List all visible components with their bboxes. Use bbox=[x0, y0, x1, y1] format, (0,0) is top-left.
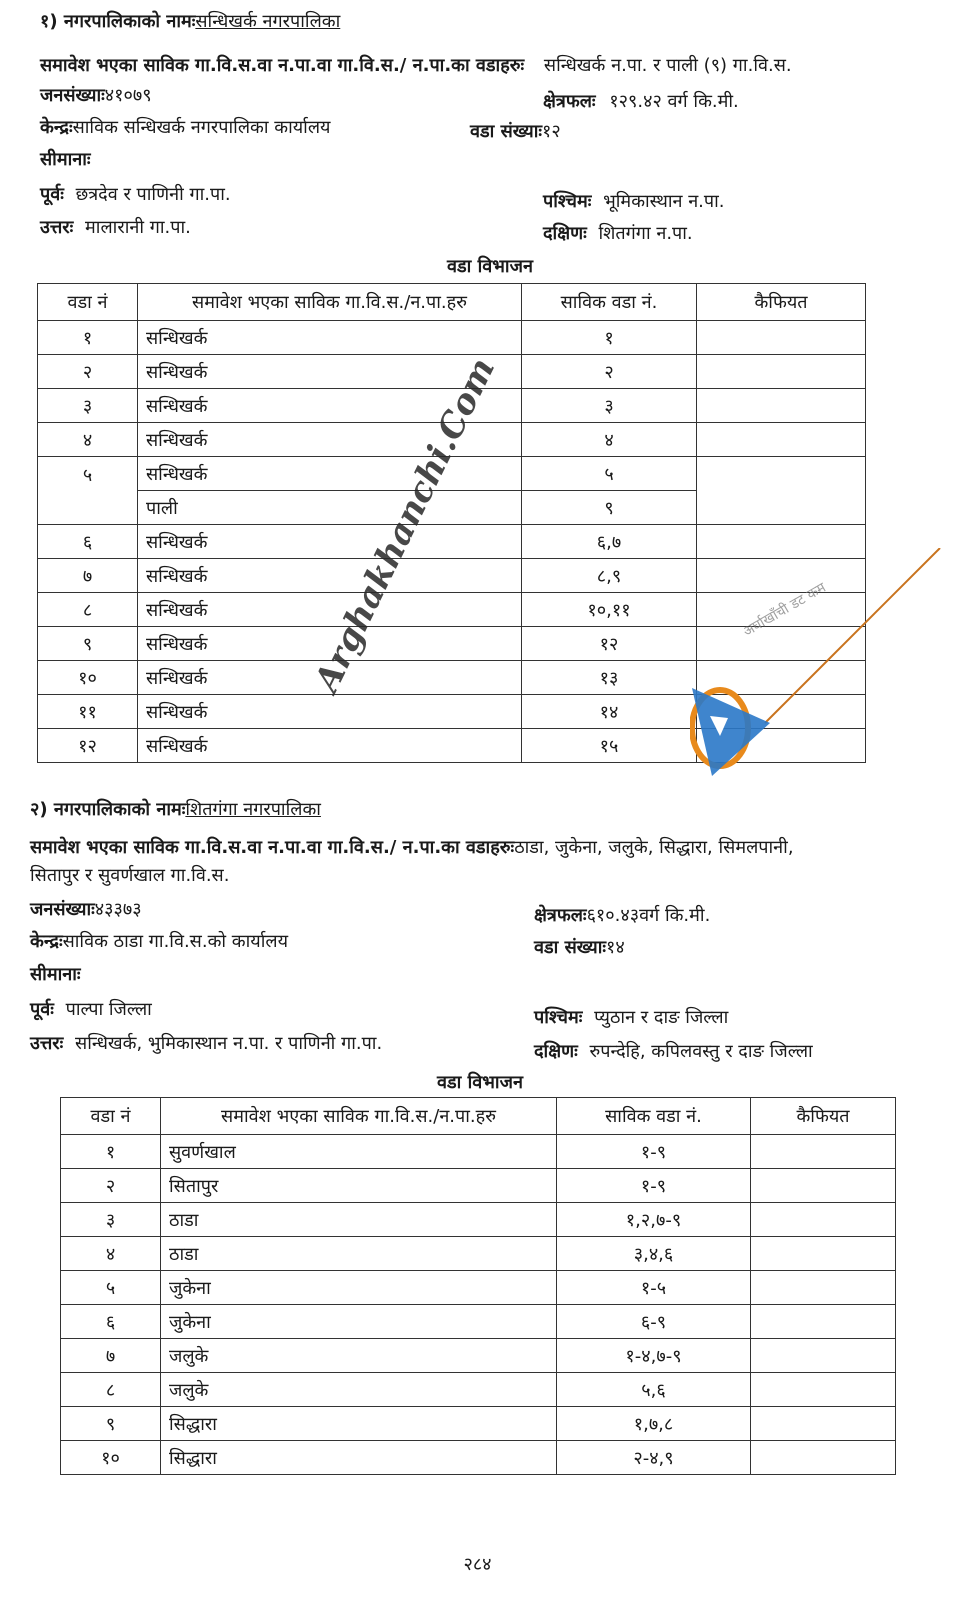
section2-west-label: पश्चिमः bbox=[534, 1007, 583, 1028]
old-ward-cell: ५ bbox=[522, 457, 697, 491]
section2-merged-label: समावेश भएका साविक गा.वि.स.वा न.पा.वा गा.वि.स./ न.पा.का वडाहरुः bbox=[30, 837, 515, 858]
table-row bbox=[61, 1339, 896, 1373]
table-row bbox=[61, 1135, 896, 1169]
section1-population-value: ४१०७९ bbox=[104, 85, 152, 106]
old-ward-cell: १-९ bbox=[557, 1169, 751, 1203]
table-row bbox=[61, 1373, 896, 1407]
section2-table-title: वडा विभाजन bbox=[437, 1072, 523, 1093]
section1-merged-value: सन्धिखर्क न.पा. र पाली (९) गा.वि.स. bbox=[543, 55, 792, 76]
section2-west-value: प्युठान र दाङ जिल्ला bbox=[594, 1007, 729, 1028]
stamp-text: अर्घाखाँची डट कम bbox=[740, 579, 829, 641]
vdc-cell: ठाडा bbox=[161, 1237, 557, 1271]
ward-cell: ७ bbox=[38, 559, 138, 593]
section1-merged-label: समावेश भएका साविक गा.वि.स.वा न.पा.वा गा.वि.स./ न.पा.का वडाहरुः bbox=[40, 55, 525, 76]
ward-cell: २ bbox=[61, 1169, 161, 1203]
ward-cell: ६ bbox=[38, 525, 138, 559]
column-header-ward: वडा नं bbox=[38, 284, 138, 321]
vdc-cell: सिद्धारा bbox=[161, 1441, 557, 1475]
section1-population-label: जनसंख्याः bbox=[40, 85, 105, 106]
section2-area bbox=[534, 904, 710, 928]
old-ward-cell: ६,७ bbox=[522, 525, 697, 559]
vdc-cell: सन्धिखर्क bbox=[138, 695, 522, 729]
section2-area-label: क्षेत्रफलः bbox=[534, 905, 587, 926]
table-row bbox=[61, 1305, 896, 1339]
vdc-cell: सन्धिखर्क bbox=[138, 389, 522, 423]
page-number: २८४ bbox=[463, 1554, 492, 1575]
section1-east bbox=[40, 183, 231, 207]
ward-cell: ८ bbox=[61, 1373, 161, 1407]
section1-table-title: वडा विभाजन bbox=[447, 256, 533, 277]
section1-south-label: दक्षिणः bbox=[543, 223, 587, 244]
column-header-old-ward: साविक वडा नं. bbox=[557, 1098, 751, 1135]
ward-cell: ९ bbox=[61, 1407, 161, 1441]
section2-wards-label: वडा संख्याः bbox=[534, 937, 607, 958]
ward-cell: ४ bbox=[38, 423, 138, 457]
ward-cell: १ bbox=[38, 321, 138, 355]
remark-cell bbox=[751, 1135, 896, 1169]
old-ward-cell: १-५ bbox=[557, 1271, 751, 1305]
ward-cell: ७ bbox=[61, 1339, 161, 1373]
column-header-ward: वडा नं bbox=[61, 1098, 161, 1135]
ward-cell: ३ bbox=[38, 389, 138, 423]
ward-cell: १२ bbox=[38, 729, 138, 763]
section2-heading-prefix: २) नगरपालिकाको नामः bbox=[30, 799, 186, 820]
ward-cell: ३ bbox=[61, 1203, 161, 1237]
section2-east-label: पूर्वः bbox=[30, 999, 54, 1020]
old-ward-cell: १५ bbox=[522, 729, 697, 763]
ward-cell: १ bbox=[61, 1135, 161, 1169]
old-ward-cell: १,७,८ bbox=[557, 1407, 751, 1441]
section2-merged-value: ठाडा, जुकेना, जलुके, सिद्धारा, सिमलपानी, bbox=[514, 837, 794, 858]
section1-east-label: पूर्वः bbox=[40, 184, 64, 205]
vdc-cell: जुकेना bbox=[161, 1305, 557, 1339]
old-ward-cell: १२ bbox=[522, 627, 697, 661]
column-header-old-ward: साविक वडा नं. bbox=[522, 284, 697, 321]
section2-east bbox=[30, 998, 152, 1022]
old-ward-cell: १४ bbox=[522, 695, 697, 729]
vdc-cell: सन्धिखर्क bbox=[138, 627, 522, 661]
section2-south-label: दक्षिणः bbox=[534, 1041, 578, 1062]
section2-boundary-label: सीमानाः bbox=[30, 964, 81, 985]
ward-cell: ६ bbox=[61, 1305, 161, 1339]
old-ward-cell: ३ bbox=[522, 389, 697, 423]
section2-heading bbox=[30, 798, 321, 822]
watermark-text: Arghakhanchi.Com bbox=[306, 351, 504, 699]
table-row bbox=[61, 1237, 896, 1271]
table-header-row bbox=[61, 1098, 896, 1135]
section2-ward-table bbox=[60, 1097, 896, 1475]
ward-cell: ८ bbox=[38, 593, 138, 627]
remark-cell bbox=[697, 423, 866, 457]
old-ward-cell: ६-९ bbox=[557, 1305, 751, 1339]
vdc-cell: जुकेना bbox=[161, 1271, 557, 1305]
old-ward-cell: १,२,७-९ bbox=[557, 1203, 751, 1237]
old-ward-cell: १-९ bbox=[557, 1135, 751, 1169]
ward-cell: ११ bbox=[38, 695, 138, 729]
remark-cell bbox=[697, 355, 866, 389]
section2-population bbox=[30, 898, 142, 922]
table-row bbox=[61, 1203, 896, 1237]
remark-cell bbox=[751, 1237, 896, 1271]
section1-heading bbox=[40, 10, 340, 34]
old-ward-cell: ८,९ bbox=[522, 559, 697, 593]
old-ward-cell: १-४,७-९ bbox=[557, 1339, 751, 1373]
remark-cell bbox=[751, 1305, 896, 1339]
section2-merged-value-cont: सितापुर र सुवर्णखाल गा.वि.स. bbox=[30, 865, 230, 886]
section2-center-value: साविक ठाडा गा.वि.स.को कार्यालय bbox=[62, 931, 289, 952]
section2-merged bbox=[30, 836, 794, 860]
section1-south-value: शितगंगा न.पा. bbox=[598, 223, 693, 244]
vdc-cell: सिद्धारा bbox=[161, 1407, 557, 1441]
section2-center-label: केन्द्रः bbox=[30, 931, 63, 952]
section1-center-label: केन्द्रः bbox=[40, 117, 73, 138]
vdc-cell: सन्धिखर्क bbox=[138, 559, 522, 593]
ward-cell: १० bbox=[61, 1441, 161, 1475]
old-ward-cell: ४ bbox=[522, 423, 697, 457]
section1-wards-value: १२ bbox=[542, 121, 561, 142]
vdc-cell: सन्धिखर्क bbox=[138, 457, 522, 491]
section1-center-value: साविक सन्धिखर्क नगरपालिका कार्यालय bbox=[72, 117, 331, 138]
old-ward-cell: २ bbox=[522, 355, 697, 389]
section1-north bbox=[40, 216, 191, 240]
vdc-cell: सन्धिखर्क bbox=[138, 525, 522, 559]
remark-cell bbox=[697, 321, 866, 355]
vdc-cell: पाली bbox=[138, 491, 522, 525]
remark-cell bbox=[751, 1339, 896, 1373]
section2-west bbox=[534, 1006, 728, 1030]
section1-east-value: छत्रदेव र पाणिनी गा.पा. bbox=[75, 184, 231, 205]
section2-wards bbox=[534, 936, 625, 960]
vdc-cell: सितापुर bbox=[161, 1169, 557, 1203]
ward-cell: ९ bbox=[38, 627, 138, 661]
section1-area-value: १२९.४२ वर्ग कि.मी. bbox=[609, 91, 739, 112]
vdc-cell: जलुके bbox=[161, 1373, 557, 1407]
section1-wards-label: वडा संख्याः bbox=[470, 121, 543, 142]
section2-wards-value: १४ bbox=[606, 937, 625, 958]
table-row bbox=[61, 1169, 896, 1203]
section1-municipality-name: सन्धिखर्क नगरपालिका bbox=[195, 11, 341, 32]
vdc-cell: जलुके bbox=[161, 1339, 557, 1373]
old-ward-cell: ९ bbox=[522, 491, 697, 525]
section2-east-value: पाल्पा जिल्ला bbox=[65, 999, 152, 1020]
ward-cell: ५ bbox=[38, 457, 138, 525]
section2-municipality-name: शितगंगा नगरपालिका bbox=[185, 799, 321, 820]
remark-cell bbox=[751, 1169, 896, 1203]
remark-cell bbox=[751, 1407, 896, 1441]
ward-cell: ५ bbox=[61, 1271, 161, 1305]
ward-cell: ४ bbox=[61, 1237, 161, 1271]
section2-population-value: ४३३७३ bbox=[94, 899, 142, 920]
section1-west-label: पश्चिमः bbox=[543, 191, 592, 212]
vdc-cell: सन्धिखर्क bbox=[138, 593, 522, 627]
vdc-cell: सन्धिखर्क bbox=[138, 321, 522, 355]
table-header-row bbox=[38, 284, 866, 321]
remark-cell bbox=[751, 1203, 896, 1237]
vdc-cell: सन्धिखर्क bbox=[138, 661, 522, 695]
section1-population bbox=[40, 84, 152, 108]
section2-north-value: सन्धिखर्क, भुमिकास्थान न.पा. र पाणिनी गा.पा. bbox=[75, 1033, 383, 1054]
section1-north-label: उत्तरः bbox=[40, 217, 74, 238]
watermark-logo-icon bbox=[690, 548, 950, 788]
column-header-vdc: समावेश भएका साविक गा.वि.स./न.पा.हरु bbox=[161, 1098, 557, 1135]
section1-heading-prefix: १) नगरपालिकाको नामः bbox=[40, 11, 196, 32]
section2-north bbox=[30, 1032, 382, 1056]
remark-cell bbox=[751, 1373, 896, 1407]
section1-north-value: मालारानी गा.पा. bbox=[85, 217, 191, 238]
old-ward-cell: १३ bbox=[522, 661, 697, 695]
ward-cell: २ bbox=[38, 355, 138, 389]
old-ward-cell: ३,४,६ bbox=[557, 1237, 751, 1271]
section1-wards bbox=[470, 120, 561, 144]
section2-north-label: उत्तरः bbox=[30, 1033, 64, 1054]
remark-cell bbox=[697, 389, 866, 423]
section1-west-value: भूमिकास्थान न.पा. bbox=[603, 191, 725, 212]
vdc-cell: सन्धिखर्क bbox=[138, 423, 522, 457]
table-row bbox=[61, 1441, 896, 1475]
old-ward-cell: ५,६ bbox=[557, 1373, 751, 1407]
table-row bbox=[61, 1407, 896, 1441]
section2-center bbox=[30, 930, 288, 954]
vdc-cell: सुवर्णखाल bbox=[161, 1135, 557, 1169]
section2-area-value: ६१०.४३वर्ग कि.मी. bbox=[586, 905, 711, 926]
old-ward-cell: २-४,९ bbox=[557, 1441, 751, 1475]
remark-cell bbox=[751, 1441, 896, 1475]
table-row bbox=[61, 1271, 896, 1305]
column-header-vdc: समावेश भएका साविक गा.वि.स./न.पा.हरु bbox=[138, 284, 522, 321]
remark-cell bbox=[697, 457, 866, 525]
column-header-remark: कैफियत bbox=[697, 284, 866, 321]
column-header-remark: कैफियत bbox=[751, 1098, 896, 1135]
section1-south bbox=[543, 222, 693, 246]
section2-population-label: जनसंख्याः bbox=[30, 899, 95, 920]
vdc-cell: सन्धिखर्क bbox=[138, 729, 522, 763]
table-row bbox=[38, 321, 866, 355]
ward-cell: १० bbox=[38, 661, 138, 695]
vdc-cell: ठाडा bbox=[161, 1203, 557, 1237]
vdc-cell: सन्धिखर्क bbox=[138, 355, 522, 389]
section2-south bbox=[534, 1040, 813, 1064]
remark-cell bbox=[751, 1271, 896, 1305]
section1-west bbox=[543, 190, 725, 214]
section1-merged bbox=[40, 54, 792, 78]
old-ward-cell: १ bbox=[522, 321, 697, 355]
section1-boundary-label: सीमानाः bbox=[40, 149, 91, 170]
section1-area bbox=[543, 90, 739, 114]
section1-center bbox=[40, 116, 330, 140]
section1-area-label: क्षेत्रफलः bbox=[543, 91, 596, 112]
section2-south-value: रुपन्देहि, कपिलवस्तु र दाङ जिल्ला bbox=[589, 1041, 813, 1062]
old-ward-cell: १०,११ bbox=[522, 593, 697, 627]
